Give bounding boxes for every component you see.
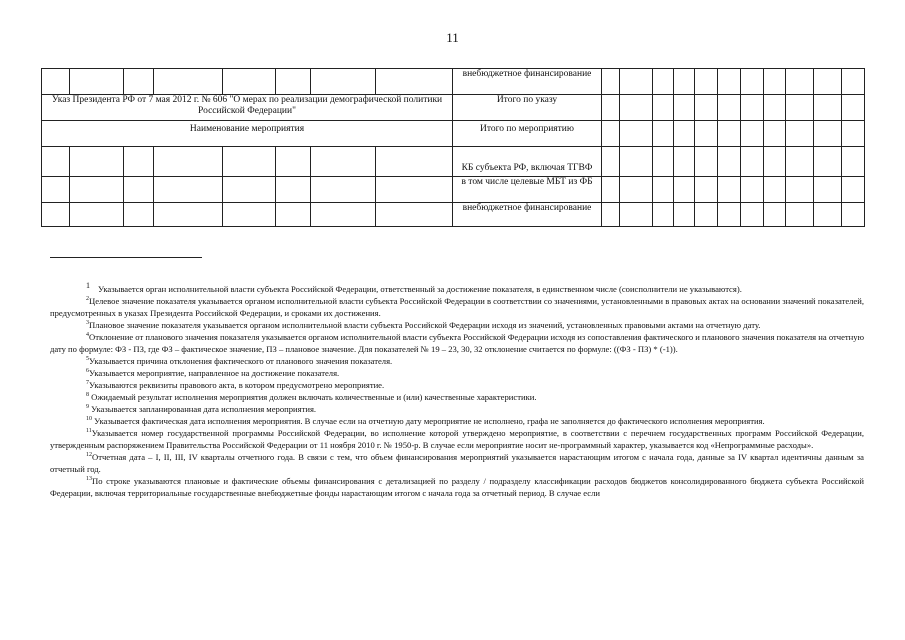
ukaz-title: Указ Президента РФ от 7 мая 2012 г. № 606 "О мерах по реализации демографической политики Российской Федерации": [42, 95, 453, 121]
row-label-vnebudget-2: внебюджетное финансирование: [453, 203, 602, 227]
row-label-vnebudget: внебюджетное финансирование: [453, 69, 602, 95]
table-row: [42, 177, 865, 203]
footnote-4: $^4$Отклонение от планового значения показателя указывается органом исполнительной власти субъекта Российской Федерации исходя из сопоставления фактического и планового значения показателя на отчетную дату по формуле: ФЗ - ПЗ, где ФЗ – фактическое значение, ПЗ – плановое значение. Для показателей № 19 – 23, 30, 32 отклонение считается по формуле: ((ФЗ - ПЗ) * (-1)).: [50, 332, 864, 354]
footnote-7: $^7$Указываются реквизиты правового акта, в котором предусмотрено мероприятие.: [86, 380, 385, 390]
row-label-kb-subject: КБ субъекта РФ, включая ТГВФ: [453, 147, 602, 177]
footnote-separator: [50, 257, 202, 258]
row-label-itogo-ukaz: Итого по указу: [453, 95, 602, 121]
footnote-1: $^1$ Указывается орган исполнительной власти субъекта Российской Федерации, ответственный за достижение показателя, в единственном числе (соисполнители не указываются).: [86, 281, 742, 294]
footnote-11: $^{11}$Указывается номер государственной программы Российской Федерации, во исполнение которой утверждено мероприятие, в соответствии с перечнем государственных программ Российской Федерации, утвержденным распоряжением Правительства Российской Федерации от 11 ноября 2010 г. № 1950-р. В случае если мероприятие носит не-программный характер, указывается код «Непрограммные расходы».: [50, 428, 864, 450]
table-row: [42, 121, 865, 147]
row-label-mbt: в том числе целевые МБТ из ФБ: [453, 177, 602, 203]
footnote-3: $^3$Плановое значение показателя указывается органом исполнительной власти субъекта Российской Федерации исходя из значений, установленных правовыми актами на отчетную дату.: [86, 320, 761, 330]
footnotes: [50, 283, 864, 499]
footnote-9: $^9$ Указывается запланированная дата исполнения мероприятия.: [86, 404, 317, 414]
measure-name-header: Наименование мероприятия: [42, 121, 453, 147]
footnote-12: $^{12}$Отчетная дата – I, II, III, IV кварталы отчетного года. В связи с тем, что объем финансирования мероприятий указывается нарастающим итогом с начала года, данные за IV квартал идентичны данным за отчетный год.: [50, 452, 864, 474]
page-number: 11: [446, 30, 459, 45]
footnote-13: $^{13}$По строке указываются плановые и фактические объемы финансирования с детализацией по разделу / подразделу классификации расходов бюджетов консолидированного бюджета субъекта Российской Федерации, включая территориальные государственные внебюджетные фонды нарастающим итогом с начала года за отчетный период. В случае если: [50, 476, 864, 498]
report-table: [41, 68, 865, 227]
footnote-5: $^5$Указывается причина отклонения фактического от планового значения показателя.: [86, 356, 393, 366]
row-label-itogo-meropr: Итого по мероприятию: [453, 121, 602, 147]
footnote-6: $^6$Указывается мероприятие, направленное на достижение показателя.: [86, 368, 340, 378]
table-row: [42, 69, 865, 95]
footnote-10: $^{10}$ Указывается фактическая дата исполнения мероприятия. В случае если на отчетную дату мероприятие не исполнено, графа не заполняется до фактического исполнения мероприятия.: [86, 416, 765, 426]
table-row: [42, 95, 865, 121]
table-row: [42, 147, 865, 177]
table-row: [42, 203, 865, 227]
footnote-2: $^2$Целевое значение показателя указывается органом исполнительной власти субъекта Российской Федерации в соответствии со значениями, установленными в правовых актах на основании значений показателей, предусмотренных в указах Президента Российской Федерации, и сроками их достижения.: [50, 296, 864, 318]
footnote-8: $^8$ Ожидаемый результат исполнения мероприятия должен включать количественные и (или) качественные характеристики.: [86, 392, 537, 402]
